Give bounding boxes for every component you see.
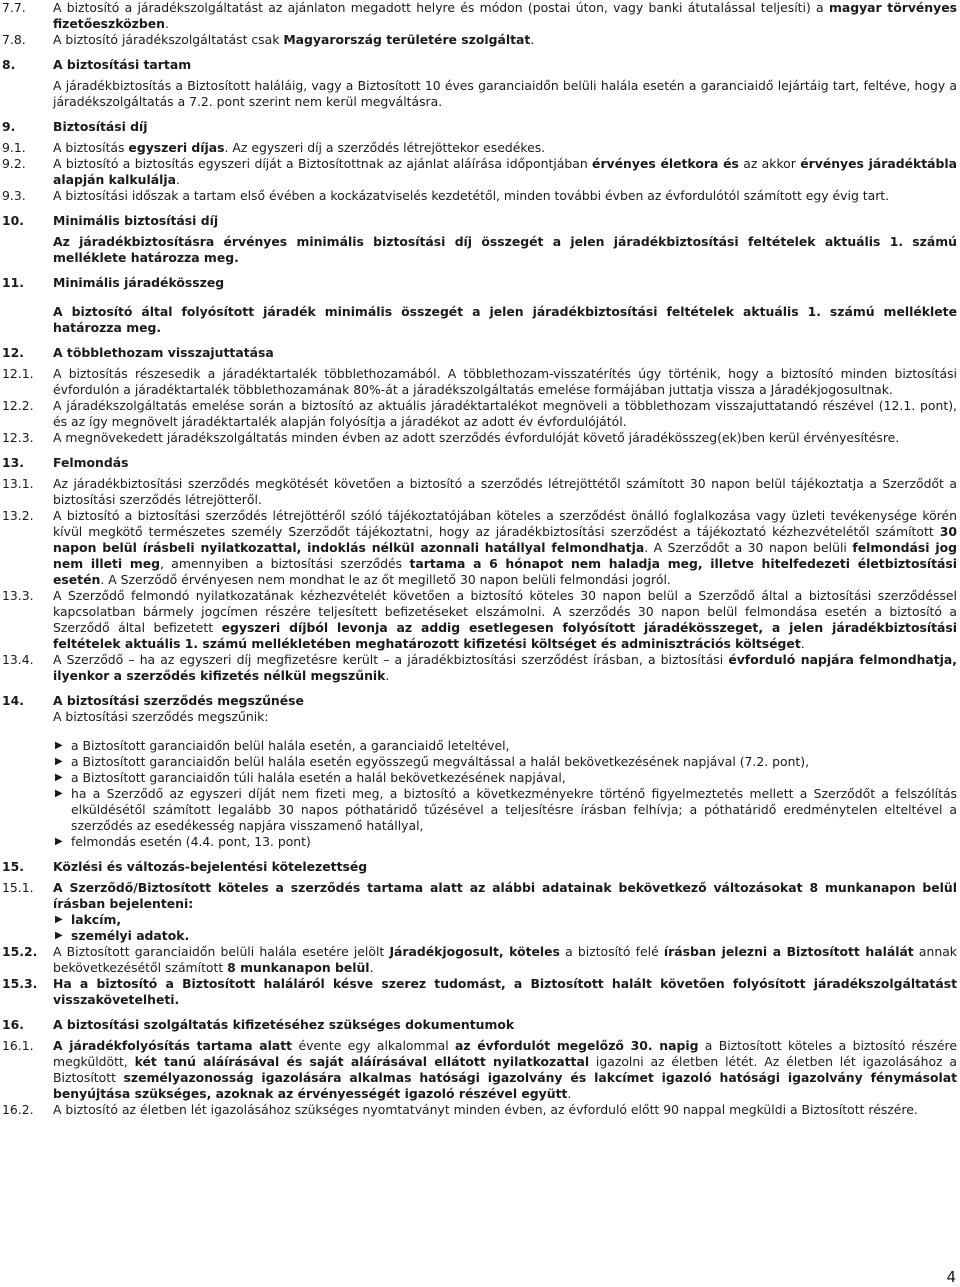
section-13-4 bbox=[0, 652, 960, 684]
heading-9 bbox=[0, 119, 960, 135]
section-13-2 bbox=[0, 508, 960, 588]
section-9-1 bbox=[0, 140, 960, 156]
heading-title: Felmondás bbox=[53, 455, 129, 470]
section-13-3 bbox=[0, 588, 960, 652]
list-item: ▶ ha a Szerződő az egyszeri díját nem fizeti meg, a biztosító a következményekre történő figyelmeztetés mellett a Szerződőt a felszólítás elküldésétől számított legalább 30 napos póthatáridő tűzésével a teljesítésre írásban felhívja; a póthatáridő eredménytelen elteltével a szerződés az esedékesség napjára visszamenő hatállyal, bbox=[55, 786, 957, 833]
heading-14 bbox=[0, 693, 960, 709]
section-14-intro: A biztosítási szerződés megszűnik: bbox=[53, 709, 269, 724]
heading-title: A biztosítási szolgáltatás kifizetéséhez szükséges dokumentumok bbox=[53, 1017, 515, 1032]
bullet-arrow-icon: ▶ bbox=[55, 836, 63, 847]
bullet-arrow-icon: ▶ bbox=[55, 756, 63, 767]
section-text: A biztosító a járadékszolgáltatást az ajánlaton megadott helyre és módon (postai úton, vagy banki átutalással teljesíti) a magyar törvényes fizetőeszközben. bbox=[53, 0, 957, 31]
bullet-arrow-icon: ▶ bbox=[55, 930, 63, 941]
section-number: 8. bbox=[2, 57, 16, 72]
section-15-3 bbox=[0, 976, 960, 1008]
section-number: 11. bbox=[2, 275, 24, 290]
bullet-arrow-icon: ▶ bbox=[55, 914, 63, 925]
section-text: Ha a biztosító a Biztosított haláláról késve szerez tudomást, a Biztosított halált követően folyósított járadékszolgáltatást visszakövetelheti. bbox=[53, 976, 957, 1007]
list-item: ▶ felmondás esetén (4.4. pont, 13. pont) bbox=[55, 834, 311, 849]
section-number: 15.1. bbox=[2, 880, 34, 895]
section-number: 16. bbox=[2, 1017, 24, 1032]
heading-title: Minimális biztosítási díj bbox=[53, 213, 219, 228]
section-text: A biztosító az életben lét igazolásához szükséges nyomtatványt minden évben, az évforduló előtt 90 nappal megküldi a Biztosított részére. bbox=[53, 1102, 918, 1117]
section-number: 15. bbox=[2, 859, 24, 874]
section-text: A biztosító a biztosítás egyszeri díját a Biztosítottnak az ajánlat aláírása időpontjában érvényes életkora és az akkor érvényes járadéktábla alapján kalkulálja. bbox=[53, 156, 958, 187]
section-number: 15.2. bbox=[2, 944, 38, 959]
section-text: A biztosító a biztosítási szerződés létrejöttéről szóló tájékoztatójában köteles a szerződést önálló foglalkozása vagy üzleti tevékenysége körén kívül megkötő természetes személy Szerződőt tájékoztatni, hogy az járadékbiztosítási szerződést a tájékoztató kézhezvételétől számított 30 napon belül írásbeli nyilatkozattal, indoklás nélkül azonnali hatállyal felmondhatja. A Szerződőt a 30 napon belüli felmondási jog nem illeti meg, amennyiben a biztosítási szerződés tartama a 6 hónapot nem haladja meg, illetve hitelfedezeti életbiztosítási esetén. A Szerződő érvényesen nem mondhat le az őt megillető 30 napon belüli felmondási jogról. bbox=[53, 508, 957, 587]
section-text: A biztosító járadékszolgáltatást csak Magyarország területére szolgáltat. bbox=[53, 32, 535, 47]
section-number: 9.2. bbox=[2, 156, 26, 171]
section-12-3 bbox=[0, 430, 960, 446]
heading-13 bbox=[0, 455, 960, 471]
section-number: 12.3. bbox=[2, 430, 34, 445]
heading-title: A biztosítási tartam bbox=[53, 57, 192, 72]
section-text: A járadékfolyósítás tartama alatt évente egy alkalommal az évfordulót megelőző 30. napig a Biztosított köteles a biztosító részére megküldött, két tanú aláírásával és saját aláírásával ellátott nyilatkozattal igazolni az életben létét. Az életben lét igazolásához a Biztosított személyazonosság igazolására alkalmas hatósági igazolvány és lakcímet igazoló hatósági igazolvány fénymásolat benyújtása szükséges, azoknak az érvényességét igazoló részével együtt. bbox=[53, 1038, 957, 1101]
section-text: A Biztosított garanciaidőn belüli halála esetére jelölt Járadékjogosult, köteles a biztosító felé írásban jelezni a Biztosított halálát annak bekövetkezésétől számított 8 munkanapon belül. bbox=[53, 944, 957, 975]
notification-list bbox=[0, 912, 960, 944]
heading-10 bbox=[0, 213, 960, 229]
section-text: A járadékszolgáltatás emelése során a biztosító az aktuális járadéktartalékot megnöveli a többlethozam visszajuttatandó részével (12.1. pont), és az így megnövelt járadéktartalék alapján folyósítja a járadékot az adott év évfordulójától. bbox=[53, 398, 957, 429]
section-text: A biztosítás egyszeri díjas. Az egyszeri díj a szerződés létrejöttekor esedékes. bbox=[53, 140, 546, 155]
section-15-1 bbox=[0, 880, 960, 912]
section-9-2 bbox=[0, 156, 960, 188]
section-number: 7.7. bbox=[2, 0, 26, 15]
section-number: 10. bbox=[2, 213, 24, 228]
section-number: 12. bbox=[2, 345, 24, 360]
section-number: 14. bbox=[2, 693, 24, 708]
section-number: 12.1. bbox=[2, 366, 34, 381]
section-number: 16.2. bbox=[2, 1102, 34, 1117]
heading-title: Közlési és változás-bejelentési kötelezettség bbox=[53, 859, 368, 874]
heading-title: Biztosítási díj bbox=[53, 119, 148, 134]
section-12-1 bbox=[0, 366, 960, 398]
bullet-arrow-icon: ▶ bbox=[55, 772, 63, 783]
section-number: 7.8. bbox=[2, 32, 26, 47]
section-number: 13.3. bbox=[2, 588, 34, 603]
heading-title: A biztosítási szerződés megszűnése bbox=[53, 693, 304, 708]
list-item: ▶ a Biztosított garanciaidőn túli halála esetén a halál bekövetkezésének napjával, bbox=[55, 770, 566, 785]
section-number: 9.3. bbox=[2, 188, 26, 203]
list-item: ▶ a Biztosított garanciaidőn belül halála esetén egyösszegű megváltással a halál bekövetkezésének napjával (7.2. pont), bbox=[55, 754, 810, 769]
section-number: 12.2. bbox=[2, 398, 34, 413]
heading-15 bbox=[0, 859, 960, 875]
heading-16 bbox=[0, 1017, 960, 1033]
list-item: ▶ lakcím, bbox=[55, 912, 122, 927]
page-number: 4 bbox=[946, 1268, 956, 1286]
section-8-text: A járadékbiztosítás a Biztosított haláláig, vagy a Biztosított 10 éves garanciaidőn belüli halála esetén a garanciaidő lejártáig tart, feltéve, hogy a járadékszolgáltatás a 7.2. pont szerint nem kerül megváltásra. bbox=[53, 78, 957, 109]
section-number: 13.1. bbox=[2, 476, 34, 491]
section-11-text: A biztosító által folyósított járadék minimális összegét a jelen járadékbiztosítási feltételek aktuális 1. számú melléklete határozza meg. bbox=[53, 304, 957, 335]
heading-title: A többlethozam visszajuttatása bbox=[53, 345, 274, 360]
section-text: A Szerződő/Biztosított köteles a szerződés tartama alatt az alábbi adatainak bekövetkező változásokat 8 munkanapon belül írásban bejelenteni: bbox=[53, 880, 957, 911]
bullet-arrow-icon: ▶ bbox=[55, 740, 63, 751]
section-number: 15.3. bbox=[2, 976, 38, 991]
section-text: A megnövekedett járadékszolgáltatás minden évben az adott szerződés évfordulóját követő járadékösszeg(ek)ben kerül érvényesítésre. bbox=[53, 430, 900, 445]
heading-12 bbox=[0, 345, 960, 361]
section-7-7 bbox=[0, 0, 960, 32]
termination-list bbox=[0, 738, 960, 850]
section-text: A Szerződő felmondó nyilatkozatának kézhezvételét követően a biztosító köteles 30 napon belül a Szerződő által a biztosítási szerződéssel kapcsolatban bármely jogcímen részére teljesített befizetéseket elszámolni. A szerződés 30 napon belül felmondása esetén a biztosító a Szerződő által befizetett egyszeri díjból levonja az addig esetlegesen folyósított járadékösszeget, a jelen járadékbiztosítási feltételek aktuális 1. számú mellékletében meghatározott kifizetési költséget és adminisztrációs költséget. bbox=[53, 588, 957, 651]
section-text: A Szerződő – ha az egyszeri díj megfizetésre került – a járadékbiztosítási szerződést írásban, a biztosítási évforduló napjára felmondhatja, ilyenkor a szerződés kifizetés nélkül megszűnik. bbox=[53, 652, 958, 683]
section-10-text: Az járadékbiztosításra érvényes minimális biztosítási díj összegét a jelen járadékbiztosítási feltételek aktuális 1. számú melléklete határozza meg. bbox=[53, 234, 957, 265]
section-number: 9. bbox=[2, 119, 16, 134]
list-item: ▶ a Biztosított garanciaidőn belül halála esetén, a garanciaidő leteltével, bbox=[55, 738, 510, 753]
section-16-2 bbox=[0, 1102, 960, 1118]
section-number: 9.1. bbox=[2, 140, 26, 155]
section-number: 13.2. bbox=[2, 508, 34, 523]
heading-8 bbox=[0, 57, 960, 73]
list-item: ▶ személyi adatok. bbox=[55, 928, 190, 943]
section-15-2 bbox=[0, 944, 960, 976]
section-text: Az járadékbiztosítási szerződés megkötését követően a biztosító a szerződés létrejöttétől számított 30 napon belül tájékoztatja a Szerződőt a biztosítási szerződés létrejötteről. bbox=[53, 476, 957, 507]
section-9-3 bbox=[0, 188, 960, 204]
section-13-1 bbox=[0, 476, 960, 508]
heading-11 bbox=[0, 275, 960, 291]
section-number: 13. bbox=[2, 455, 24, 470]
section-7-8 bbox=[0, 32, 960, 48]
section-12-2 bbox=[0, 398, 960, 430]
section-text: A biztosítás részesedik a járadéktartalék többlethozamából. A többlethozam-visszatérítés úgy történik, hogy a biztosító minden biztosítási évfordulón a járadéktartalék többlethozamának 80%-át a járadékszolgáltatás emelése formájában juttatja vissza a Járadékjogosultnak. bbox=[53, 366, 957, 397]
bullet-arrow-icon: ▶ bbox=[55, 788, 63, 799]
section-number: 13.4. bbox=[2, 652, 34, 667]
section-number: 16.1. bbox=[2, 1038, 34, 1053]
heading-title: Minimális járadékösszeg bbox=[53, 275, 225, 290]
section-text: A biztosítási időszak a tartam első évében a kockázatviselés kezdetétől, minden további évben az évfordulótól számított egy évig tart. bbox=[53, 188, 890, 203]
section-16-1 bbox=[0, 1038, 960, 1102]
